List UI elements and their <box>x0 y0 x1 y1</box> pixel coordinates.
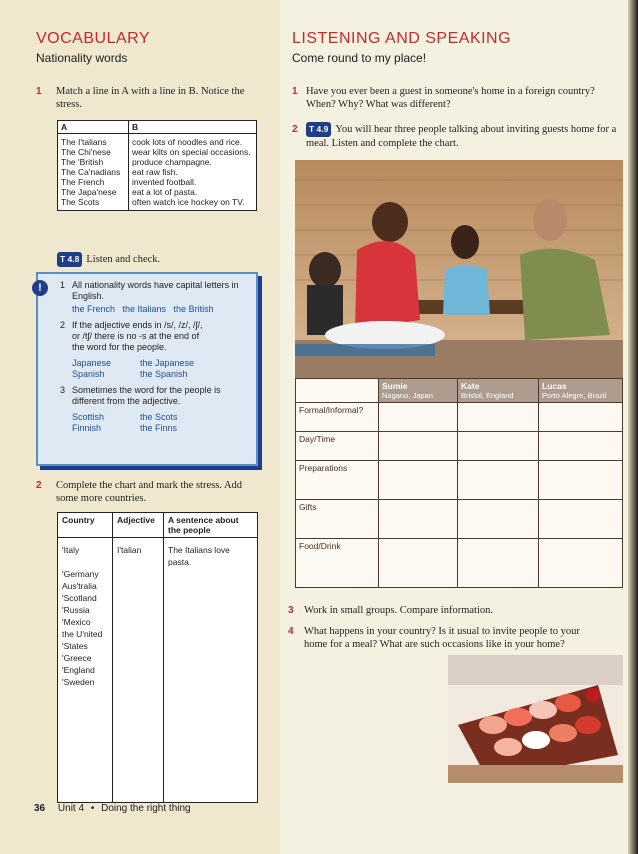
note-3-adjective: Scottish <box>72 412 105 422</box>
listening-subheading: Come round to my place! <box>292 51 427 65</box>
answer-cell[interactable] <box>458 432 539 461</box>
note-3-text-line-1: Sometimes the word for the people is <box>72 385 221 395</box>
table-row <box>58 187 257 197</box>
listen-and-check <box>57 252 160 267</box>
note-3-number: 3 <box>60 385 66 395</box>
fact-cell: eat a lot of pasta. <box>129 187 257 197</box>
country-item: 'Mexico <box>62 617 91 627</box>
table-row <box>296 461 623 500</box>
answer-cell[interactable] <box>379 500 458 539</box>
unit-label: Unit 4 <box>57 803 85 814</box>
adjective-example: I'talian <box>117 545 142 555</box>
table-row <box>58 197 257 211</box>
table-row <box>58 157 257 167</box>
exercise-3-instruction: Work in small groups. Compare information. <box>304 605 493 616</box>
person-header-kate <box>458 379 539 403</box>
exercise-4-question: What happens in your country? Is it usual to invite people to your home for a meal? What are such occasions like in your home? <box>304 626 580 650</box>
exercise-1-number: 1 <box>292 86 298 97</box>
note-1-example: the French the Italians the British <box>72 304 214 314</box>
unit-topic: Doing the right thing <box>101 803 191 814</box>
note-2-text-line-3: the word for the people. <box>72 342 167 352</box>
exercise-1-number: 1 <box>36 86 42 97</box>
fact-cell: often watch ice hockey on TV. <box>129 197 257 211</box>
nationality-cell: The 'British <box>58 157 129 167</box>
sentence-header: A sentence about the people <box>164 513 258 538</box>
nationality-cell: The I'talians <box>58 134 129 148</box>
person-place: Nagano, Japan <box>382 391 433 400</box>
nationality-chart <box>57 512 258 803</box>
dinner-party-illustration <box>295 160 623 378</box>
table-row <box>58 167 257 177</box>
answer-cell[interactable] <box>379 403 458 432</box>
table-row <box>58 147 257 157</box>
answer-cell[interactable] <box>539 539 623 588</box>
row-label: Day/Time <box>296 432 379 461</box>
nationality-cell: The Japa'nese <box>58 187 129 197</box>
column-a-header: A <box>58 121 129 134</box>
note-3-text-line-2: different from the adjective. <box>72 396 181 406</box>
exercise-2-instruction <box>306 122 618 150</box>
listening-chart <box>295 378 623 588</box>
page-number: 36 <box>34 803 46 814</box>
country-item: 'Germany <box>62 569 99 579</box>
person-header-lucas <box>539 379 623 403</box>
exercise-2-number: 2 <box>36 480 42 491</box>
matching-table <box>57 120 257 211</box>
nationality-cell: The Chi'nese <box>58 147 129 157</box>
fact-cell: eat raw fish. <box>129 167 257 177</box>
vocabulary-subheading: Nationality words <box>36 51 128 65</box>
answer-cell[interactable] <box>539 403 623 432</box>
column-b-header: B <box>129 121 257 134</box>
row-label: Formal/Informal? <box>296 403 379 432</box>
dinner-party-photo <box>295 160 623 378</box>
answer-cell[interactable] <box>379 432 458 461</box>
note-2-adjective: Spanish <box>72 369 105 379</box>
exercise-1-question: Have you ever been a guest in someone's home in a foreign country? When? Why? What was different? <box>306 86 595 110</box>
fact-cell: produce champagne. <box>129 157 257 167</box>
table-row <box>58 177 257 187</box>
audio-track-tag[interactable]: T 4.8 <box>57 252 82 267</box>
answer-cell[interactable] <box>539 432 623 461</box>
nationality-cell: The Scots <box>58 197 129 211</box>
note-1-number: 1 <box>60 280 66 290</box>
country-header: Country <box>58 513 113 538</box>
person-name: Kate <box>461 381 480 391</box>
vocabulary-heading: VOCABULARY <box>36 30 151 47</box>
footer-separator: • <box>90 803 95 814</box>
adjective-header: Adjective <box>113 513 164 538</box>
country-item: the U'nited 'States <box>62 629 103 651</box>
table-row <box>296 539 623 588</box>
country-item: 'England <box>62 665 95 675</box>
nationality-cell: The French <box>58 177 129 187</box>
country-item: 'Italy <box>62 545 80 555</box>
exercise-1-instruction: Match a line in A with a line in B. Notice the stress. <box>56 86 245 110</box>
chart-corner <box>296 379 379 403</box>
sushi-photo <box>448 655 623 783</box>
exercise-4-number: 4 <box>288 626 294 637</box>
table-row <box>58 134 257 148</box>
row-label: Food/Drink <box>296 539 379 588</box>
sushi-illustration <box>448 655 623 783</box>
note-3-people: the Scots <box>140 412 178 422</box>
note-2-people: the Japanese <box>140 358 195 368</box>
answer-cell[interactable] <box>539 500 623 539</box>
note-2-text-line-2: or /tʃ/ there is no -s at the end of <box>72 331 200 341</box>
exercise-2-number: 2 <box>292 124 298 135</box>
table-row <box>296 432 623 461</box>
grammar-note-box <box>36 272 258 466</box>
listening-heading: LISTENING AND SPEAKING <box>292 30 512 47</box>
answer-cell[interactable] <box>458 403 539 432</box>
fact-cell: invented football. <box>129 177 257 187</box>
country-item: 'Russia <box>62 605 90 615</box>
country-item: 'Scotland <box>62 593 97 603</box>
person-header-sumie <box>379 379 458 403</box>
exercise-3-number: 3 <box>288 605 294 616</box>
country-item: Aus'tralia <box>62 581 97 591</box>
country-list-cell <box>58 538 113 803</box>
answer-cell[interactable] <box>458 500 539 539</box>
attention-icon: ! <box>32 280 48 296</box>
page-spine-shadow <box>628 0 638 854</box>
sentence-example: The Italians love pasta. <box>168 545 230 567</box>
fact-cell: cook lots of noodles and rice. <box>129 134 257 148</box>
table-row <box>296 403 623 432</box>
fact-cell: wear kilts on special occasions. <box>129 147 257 157</box>
note-2-number: 2 <box>60 320 66 330</box>
person-name: Sumie <box>382 381 408 391</box>
note-3-adjective: Finnish <box>72 423 102 433</box>
exercise-2-text: You will hear three people talking about inviting guests home for a meal. Listen and complete the chart. <box>306 124 617 149</box>
row-label: Gifts <box>296 500 379 539</box>
note-1-text: All nationality words have capital letters in English. <box>72 280 239 301</box>
person-place: Bristol, England <box>461 391 514 400</box>
table-row <box>296 500 623 539</box>
page-footer <box>34 803 191 814</box>
note-2-adjective: Japanese <box>72 358 112 368</box>
table-row <box>58 538 258 803</box>
note-2-text-line-1: If the adjective ends in /s/, /z/, /ʃ/, <box>72 320 203 330</box>
note-2-people: the Spanish <box>140 369 188 379</box>
person-name: Lucas <box>542 381 567 391</box>
exercise-2-instruction: Complete the chart and mark the stress. Add some more countries. <box>56 480 243 504</box>
answer-cell[interactable] <box>539 461 623 500</box>
person-place: Porto Alegre, Brazil <box>542 391 607 400</box>
answer-cell[interactable] <box>379 461 458 500</box>
country-item: 'Sweden <box>62 677 95 687</box>
nationality-cell: The Ca'nadians <box>58 167 129 177</box>
listen-instruction: Listen and check. <box>86 254 161 265</box>
country-item: 'Greece <box>62 653 92 663</box>
answer-cell[interactable] <box>379 539 458 588</box>
answer-cell[interactable] <box>458 539 539 588</box>
audio-track-tag[interactable]: T 4.9 <box>306 122 331 137</box>
row-label: Preparations <box>296 461 379 500</box>
note-3-people: the Finns <box>140 423 178 433</box>
answer-cell[interactable] <box>458 461 539 500</box>
